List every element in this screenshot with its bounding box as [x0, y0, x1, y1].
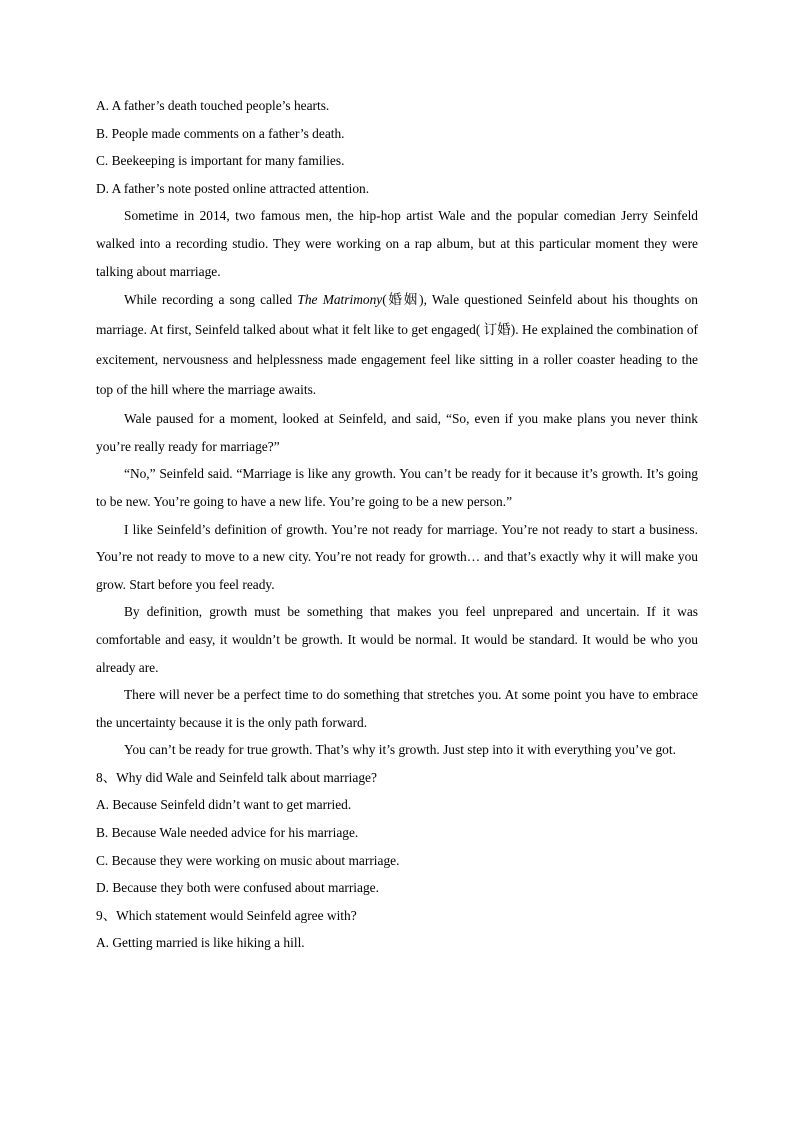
paragraph-2-intro: While recording a song called [124, 292, 298, 308]
passage-paragraph-6: By definition, growth must be something that makes you feel unprepared and uncertain. If it was comfortable and easy, it wouldn’t be growth. It would be normal. It would be standard. It would be who you already are. [96, 604, 698, 675]
option-c: C. Beekeeping is important for many families. [96, 153, 345, 169]
question-8-option-c: C. Because they were working on music about marriage. [96, 852, 400, 868]
question-8-option-b: B. Because Wale needed advice for his marriage. [96, 825, 359, 841]
previous-question-options [96, 92, 698, 202]
paragraph-2-body: (婚姻), Wale questioned Seinfeld about his thoughts on marriage. At first, Seinfeld talked about what it felt like to get engaged( 订婚). He explained the combination of excitement, nervousness and helplessness made engagement feel like sitting in a roller coaster heading to the top of the hill where the marriage awaits. [96, 292, 698, 398]
passage-paragraph-5: I like Seinfeld’s definition of growth. You’re not ready for marriage. You’re not ready to start a business. You’re not ready to move to a new city. You’re not ready for growth… and that’s exactly why it will make you grow. Start before you feel ready. [96, 521, 698, 592]
question-8-option-d: D. Because they both were confused about marriage. [96, 880, 379, 896]
option-b: B. People made comments on a father’s death. [96, 125, 345, 141]
reading-passage [96, 202, 698, 764]
document-page [96, 92, 698, 957]
passage-paragraph-4: “No,” Seinfeld said. “Marriage is like any growth. You can’t be ready for it because it’s growth. It’s going to be new. You’re going to have a new life. You’re going to be a new person.” [96, 466, 698, 509]
passage-paragraph-8: You can’t be ready for true growth. That’s why it’s growth. Just step into it with everything you’ve got. [124, 742, 676, 758]
question-9 [96, 902, 698, 957]
question-9-option-a: A. Getting married is like hiking a hill. [96, 935, 305, 951]
passage-paragraph-3: Wale paused for a moment, looked at Seinfeld, and said, “So, even if you make plans you never think you’re really ready for marriage?” [96, 411, 698, 454]
question-8 [96, 764, 698, 902]
question-9-stem: 9、Which statement would Seinfeld agree with? [96, 907, 357, 923]
song-title: The Matrimony [297, 292, 383, 308]
option-d: D. A father’s note posted online attracted attention. [96, 180, 370, 196]
question-8-stem: 8、Why did Wale and Seinfeld talk about marriage? [96, 769, 377, 785]
question-8-option-a: A. Because Seinfeld didn’t want to get married. [96, 797, 352, 813]
passage-paragraph-7: There will never be a perfect time to do something that stretches you. At some point you have to embrace the uncertainty because it is the only path forward. [96, 687, 698, 730]
passage-paragraph-1: Sometime in 2014, two famous men, the hip-hop artist Wale and the popular comedian Jerry Seinfeld walked into a recording studio. They were working on a rap album, but at this particular moment they were talking about marriage. [96, 208, 698, 279]
option-a: A. A father’s death touched people’s hearts. [96, 98, 330, 113]
passage-paragraph-2 [96, 285, 698, 405]
